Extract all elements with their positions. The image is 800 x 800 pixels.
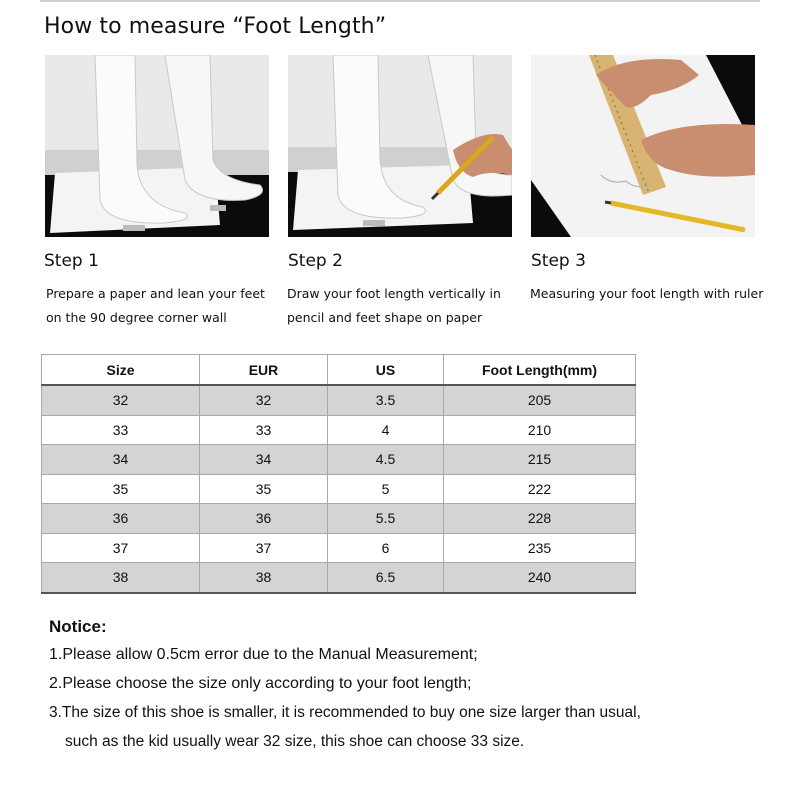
table-row [42,474,636,504]
cell-us: 3.5 [328,385,444,415]
step-1-description [46,282,265,330]
cell-eur: 32 [200,385,328,415]
cell-eur: 37 [200,533,328,563]
top-divider [40,0,760,2]
cell-eur: 34 [200,445,328,475]
cell-foot-length: 205 [444,385,636,415]
notice-line-4: such as the kid usually wear 32 size, this shoe can choose 33 size. [65,733,525,750]
table-row [42,533,636,563]
cell-us: 5 [328,474,444,504]
cell-eur: 33 [200,415,328,445]
cell-foot-length: 228 [444,504,636,534]
step-1-photo [45,55,269,237]
cell-foot-length: 240 [444,563,636,593]
step-3-title: Step 3 [531,251,586,271]
cell-size: 33 [42,415,200,445]
cell-foot-length: 215 [444,445,636,475]
cell-us: 4 [328,415,444,445]
step-2-description [287,282,501,330]
cell-us: 6.5 [328,563,444,593]
step-2-line-1: Draw your foot length vertically in [287,286,501,301]
cell-eur: 36 [200,504,328,534]
table-row [42,415,636,445]
size-chart-table [41,354,636,594]
header-size: Size [42,355,200,386]
step-2-photo [288,55,512,237]
header-eur: EUR [200,355,328,386]
page-title: How to measure “Foot Length” [44,14,387,39]
step-3-description [530,282,763,306]
table-row [42,385,636,415]
table-row [42,563,636,593]
step-1-line-1: Prepare a paper and lean your feet [46,286,265,301]
notice-line-1: 1.Please allow 0.5cm error due to the Manual Measurement; [49,646,478,663]
cell-size: 34 [42,445,200,475]
cell-foot-length: 222 [444,474,636,504]
cell-us: 4.5 [328,445,444,475]
cell-eur: 35 [200,474,328,504]
step-2-title: Step 2 [288,251,343,271]
cell-size: 32 [42,385,200,415]
notice-line-2: 2.Please choose the size only according to your foot length; [49,675,472,692]
step-1-line-2: on the 90 degree corner wall [46,310,227,325]
table-header-row [42,355,636,386]
cell-foot-length: 235 [444,533,636,563]
cell-size: 36 [42,504,200,534]
step-3-line-1: Measuring your foot length with ruler [530,286,764,301]
step-2-line-2: pencil and feet shape on paper [287,310,483,325]
table-row [42,504,636,534]
header-foot-length: Foot Length(mm) [444,355,636,386]
cell-us: 6 [328,533,444,563]
cell-foot-length: 210 [444,415,636,445]
notice-title: Notice: [49,617,107,636]
cell-eur: 38 [200,563,328,593]
step-3-photo [531,55,755,237]
step-1-title: Step 1 [44,251,99,271]
notice-line-3: 3.The size of this shoe is smaller, it is recommended to buy one size larger than usual, [49,704,641,721]
table-row [42,445,636,475]
header-us: US [328,355,444,386]
cell-size: 35 [42,474,200,504]
cell-size: 37 [42,533,200,563]
cell-size: 38 [42,563,200,593]
cell-us: 5.5 [328,504,444,534]
